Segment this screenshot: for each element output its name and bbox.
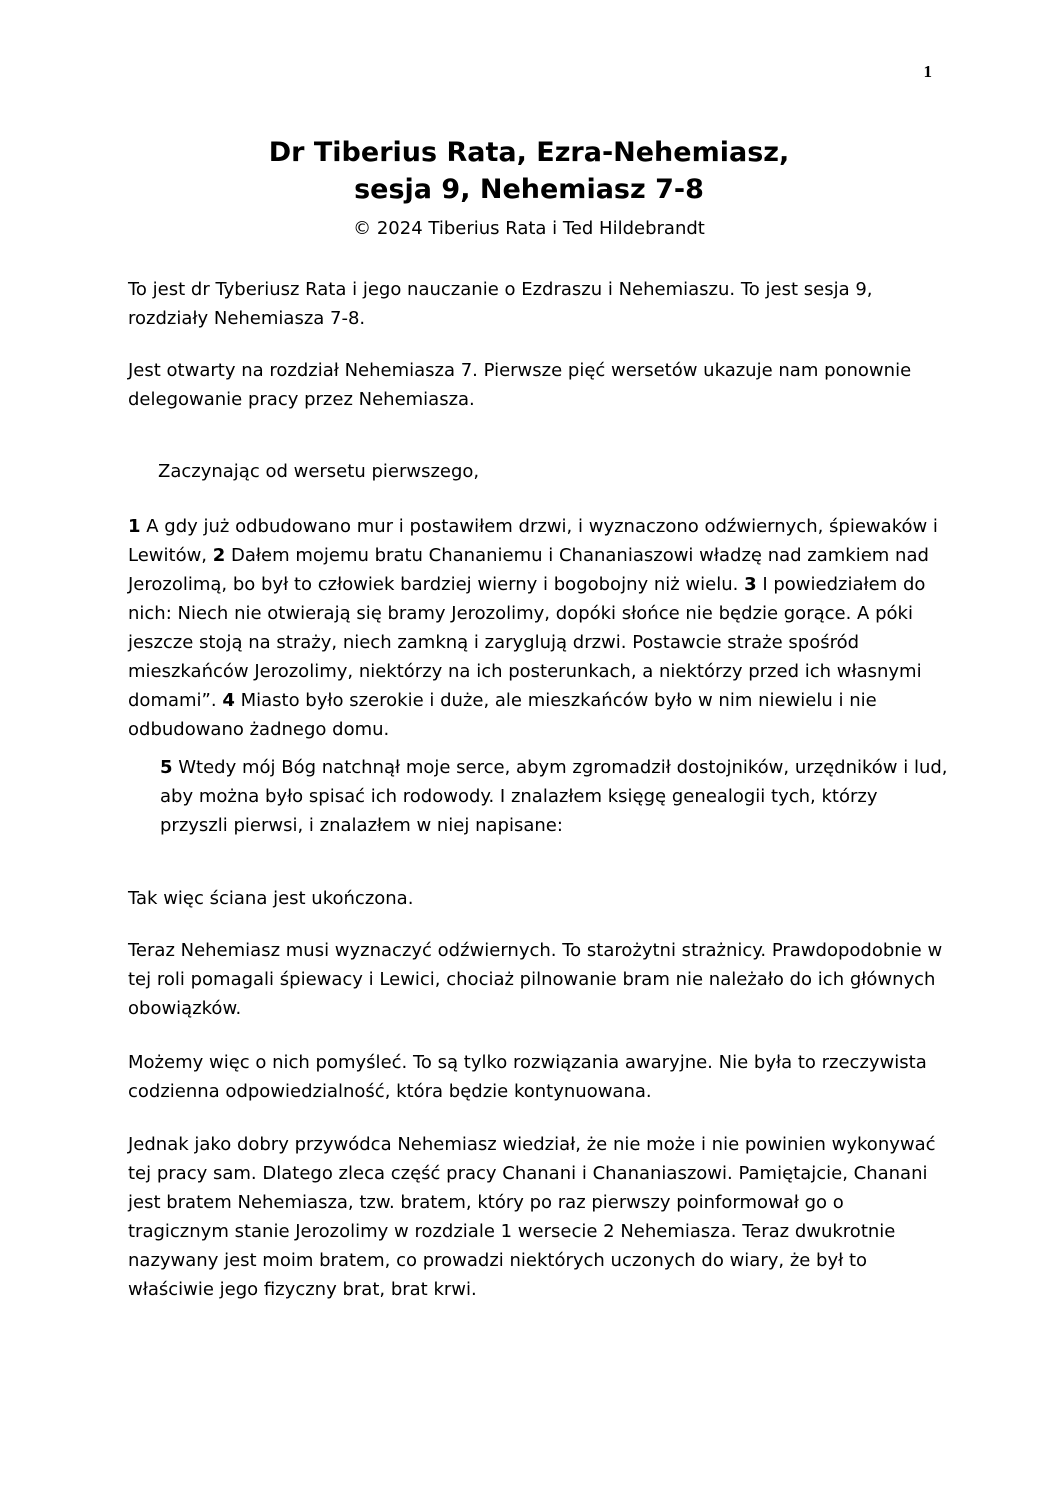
verse-number: 3 (744, 574, 757, 595)
emergency-paragraph: Możemy więc o nich pomyśleć. To są tylko rozwiązania awaryjne. Nie była to rzeczywista codzienna odpowiedzialność, która będzie kontynuowana. (128, 1052, 927, 1102)
verse-text: Wtedy mój Bóg natchnął moje serce, abym zgromadził dostojników, urzędników i lud, aby można było spisać ich rodowody. I znalazłem księgę genealogii tych, którzy przyszli pierwsi, i znalazłem w niej napisane: (160, 757, 948, 836)
scripture-verses-1-4 (128, 512, 948, 744)
scripture-verse-5 (128, 753, 948, 840)
leader-paragraph: Jednak jako dobry przywódca Nehemiasz wiedział, że nie może i nie powinien wykonywać tej pracy sam. Dlatego zleca część pracy Chanani i Chananiaszowi. Pamiętajcie, Chanani jest bratem Nehemiasza, tzw. bratem, który po raz pierwszy poinformował go o tragicznym stanie Jerozolimy w rozdziale 1 wersecie 2 Nehemiasza. Teraz dwukrotnie nazywany jest moim bratem, co prowadzi niektórych uczonych do wiary, że był to właściwie jego fizyczny brat, brat krwi. (128, 1134, 936, 1300)
verse-number: 2 (212, 545, 226, 566)
document-title (0, 134, 1058, 208)
verse-number: 5 (160, 757, 173, 778)
verse-number: 4 (222, 690, 235, 711)
page-number: 1 (923, 62, 932, 81)
verse-text: I powiedziałem do nich: Niech nie otwierają się bramy Jerozolimy, dopóki słońce nie będzie gorące. A póki jeszcze stoją na straży, niech zamkną i zaryglują drzwi. Postawcie straże spośród mieszkańców Jerozolimy, niektórzy na ich posterunkach, a niektórzy przed ich własnymi domami”. (128, 574, 926, 711)
intro-paragraph: To jest dr Tyberiusz Rata i jego nauczanie o Ezdraszu i Nehemiaszu. To jest sesja 9, rozdziały Nehemiasza 7-8. (128, 279, 873, 329)
verse-text: A gdy już odbudowano mur i postawiłem drzwi, i wyznaczono odźwiernych, śpiewaków i Lewitów, (128, 516, 938, 566)
title-line-1: Dr Tiberius Rata, Ezra-Nehemiasz, (268, 137, 790, 168)
verse-text: Miasto było szerokie i duże, ale mieszkańców było w nim niewielu i nie odbudowano żadnego domu. (128, 690, 877, 740)
wall-paragraph: Tak więc ściana jest ukończona. (128, 888, 414, 909)
verse-text: Dałem mojemu bratu Chananiemu i Chananiaszowi władzę nad zamkiem nad Jerozolimą, bo był to człowiek bardziej wierny i bogobojny niż wielu. (128, 545, 929, 595)
start-paragraph: Zaczynając od wersetu pierwszego, (158, 461, 480, 482)
verse-number: 1 (128, 516, 141, 537)
open-paragraph: Jest otwarty na rozdział Nehemiasza 7. Pierwsze pięć wersetów ukazuje nam ponownie delegowanie pracy przez Nehemiasza. (128, 360, 912, 410)
copyright-line: © 2024 Tiberius Rata i Ted Hildebrandt (353, 218, 705, 239)
title-line-2: sesja 9, Nehemiasz 7-8 (354, 174, 704, 205)
gatekeepers-paragraph: Teraz Nehemiasz musi wyznaczyć odźwiernych. To starożytni strażnicy. Prawdopodobnie w tej roli pomagali śpiewacy i Lewici, chociaż pilnowanie bram nie należało do ich głównych obowiązków. (128, 940, 943, 1019)
